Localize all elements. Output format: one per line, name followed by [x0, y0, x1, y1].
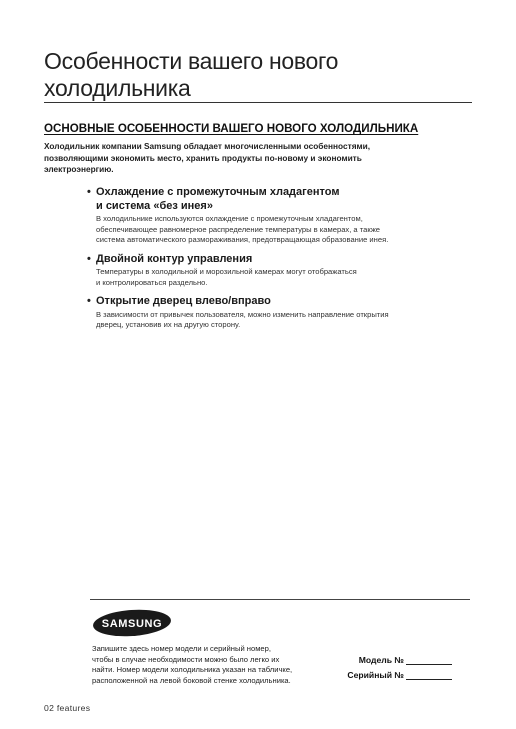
feature-item-cooling — [88, 186, 468, 246]
page-title — [44, 48, 472, 103]
bullet-icon: • — [87, 295, 91, 307]
feature-text-line: обеспечивающее равномерное распределение температуры в камерах, а также — [96, 224, 381, 234]
serial-number-label: Серийный № — [347, 670, 404, 680]
feature-title — [96, 295, 468, 309]
record-line: чтобы в случае необходимости можно было легко их — [92, 654, 280, 664]
feature-description — [96, 267, 468, 288]
feature-text-line: В зависимости от привычек пользователя, можно изменить направление открытия — [96, 309, 389, 319]
page-number: 02 features — [44, 703, 91, 713]
model-number-field[interactable] — [406, 654, 452, 665]
model-number-label: Модель № — [358, 655, 404, 665]
model-serial-fields — [346, 650, 466, 680]
page-title-line-1: Особенности вашего нового — [44, 48, 339, 74]
feature-list — [88, 186, 468, 338]
feature-text-line: Температуры в холодильной и морозильной камерах могут отображаться — [96, 267, 357, 276]
feature-description — [96, 214, 468, 246]
section-title: ОСНОВНЫЕ ОСОБЕННОСТИ ВАШЕГО НОВОГО ХОЛОДИЛЬНИКА — [44, 122, 419, 135]
feature-text-line: система автоматического размораживания, предотвращающая образование инея. — [96, 235, 389, 244]
intro-paragraph — [44, 141, 464, 176]
record-line: найти. Номер модели холодильника указан на табличке, — [92, 665, 293, 674]
footer-divider — [90, 599, 470, 600]
intro-line-2: позволяющими экономить место, хранить продукты по-новому и экономить — [44, 152, 362, 163]
feature-item-door-reversal — [88, 295, 468, 331]
intro-line-1: Холодильник компании Samsung обладает многочисленными особенностями, — [44, 141, 371, 151]
feature-title-line: и система «без инея» — [96, 199, 213, 212]
feature-title — [96, 186, 468, 213]
page-title-line-2: холодильника — [44, 75, 191, 101]
samsung-logo-icon — [92, 608, 172, 638]
model-number-row — [346, 650, 466, 665]
feature-title-line: Охлаждение с промежуточным хладагентом — [96, 186, 340, 198]
feature-text-line: и контролироваться раздельно. — [96, 277, 208, 287]
feature-text-line: В холодильнике используются охлаждение с промежуточным хладагентом, — [96, 214, 363, 223]
intro-line-3: электроэнергию. — [44, 164, 114, 174]
serial-number-row — [346, 665, 466, 680]
feature-item-dual-control — [88, 253, 468, 289]
samsung-logo — [92, 608, 172, 643]
feature-description — [96, 310, 468, 331]
bullet-icon: • — [87, 252, 91, 265]
record-instructions — [92, 644, 342, 686]
record-line: Запишите здесь номер модели и серийный номер, — [92, 644, 271, 653]
feature-title — [96, 253, 468, 267]
serial-number-field[interactable] — [406, 669, 452, 680]
samsung-logo-text: SAMSUNG — [101, 618, 163, 630]
bullet-icon: • — [87, 186, 91, 198]
feature-title-line: Двойной контур управления — [96, 252, 253, 265]
feature-text-line: дверец, установив их на другую сторону. — [96, 320, 241, 329]
record-line: расположенной на левой боковой стенке холодильника. — [92, 675, 291, 685]
feature-title-line: Открытие дверец влево/вправо — [96, 295, 271, 307]
